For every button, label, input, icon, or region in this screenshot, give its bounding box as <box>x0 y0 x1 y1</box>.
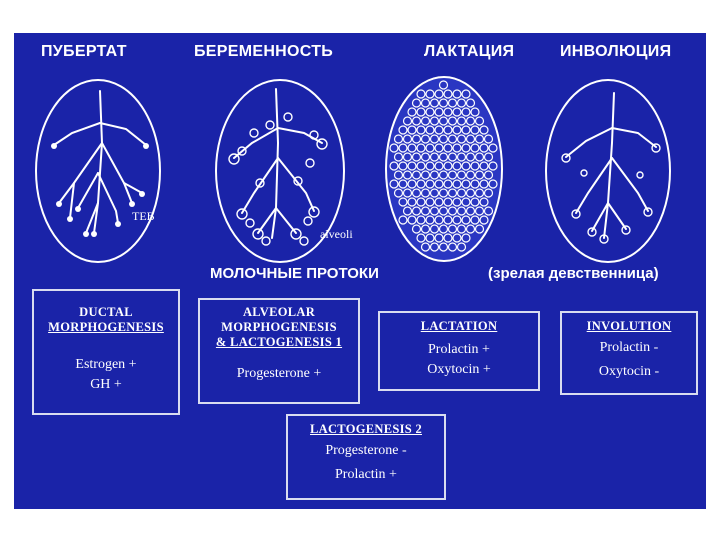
teb-label: TEB <box>132 209 155 223</box>
lactation-title: LACTATION <box>420 319 498 333</box>
mammary-ducts-label: МОЛОЧНЫЕ ПРОТОКИ <box>210 265 379 282</box>
puberty-gland-diagram <box>36 80 160 262</box>
slide <box>14 33 706 509</box>
lactation-hormone-oxytocin: Oxytocin + <box>427 362 491 377</box>
ductal-title-line1: DUCTAL <box>79 305 133 319</box>
stage-title-lactation: ЛАКТАЦИЯ <box>424 43 515 60</box>
alveoli-label: alveoli <box>320 227 353 241</box>
involution-hormone-prolactin: Prolactin - <box>599 340 659 355</box>
stage-title-involution: ИНВОЛЮЦИЯ <box>560 43 672 60</box>
lactation-hormone-prolactin: Prolactin + <box>428 342 490 357</box>
involution-hormone-oxytocin: Oxytocin - <box>598 364 660 379</box>
lactogenesis2-box <box>286 414 446 500</box>
mature-virgin-label: (зрелая девственница) <box>488 265 659 282</box>
lactogenesis2-hormone-progesterone: Progesterone - <box>325 443 407 458</box>
involution-gland-diagram <box>546 80 670 262</box>
involution-box <box>560 311 698 395</box>
ductal-title-line2: MORPHOGENESIS <box>48 320 164 334</box>
alveolar-morphogenesis-box <box>198 298 360 404</box>
lactogenesis2-hormone-prolactin: Prolactin + <box>335 467 397 482</box>
ductal-hormone-estrogen: Estrogen + <box>75 357 137 372</box>
alveolar-title-line1: ALVEOLAR <box>242 305 316 319</box>
lactation-box <box>378 311 540 391</box>
lactation-gland-diagram <box>386 77 502 261</box>
alveolar-hormone-progesterone: Progesterone + <box>236 366 322 381</box>
lactogenesis2-title: LACTOGENESIS 2 <box>310 422 422 436</box>
involution-title: INVOLUTION <box>586 319 672 333</box>
ductal-hormone-gh: GH + <box>90 377 122 392</box>
stage-title-pregnancy: БЕРЕМЕННОСТЬ <box>194 43 334 60</box>
ductal-morphogenesis-box <box>32 289 180 415</box>
alveolar-title-line2: MORPHOGENESIS <box>221 320 337 334</box>
alveolar-title-line3: & LACTOGENESIS 1 <box>215 335 343 349</box>
stage-title-puberty: ПУБЕРТАТ <box>41 43 127 60</box>
